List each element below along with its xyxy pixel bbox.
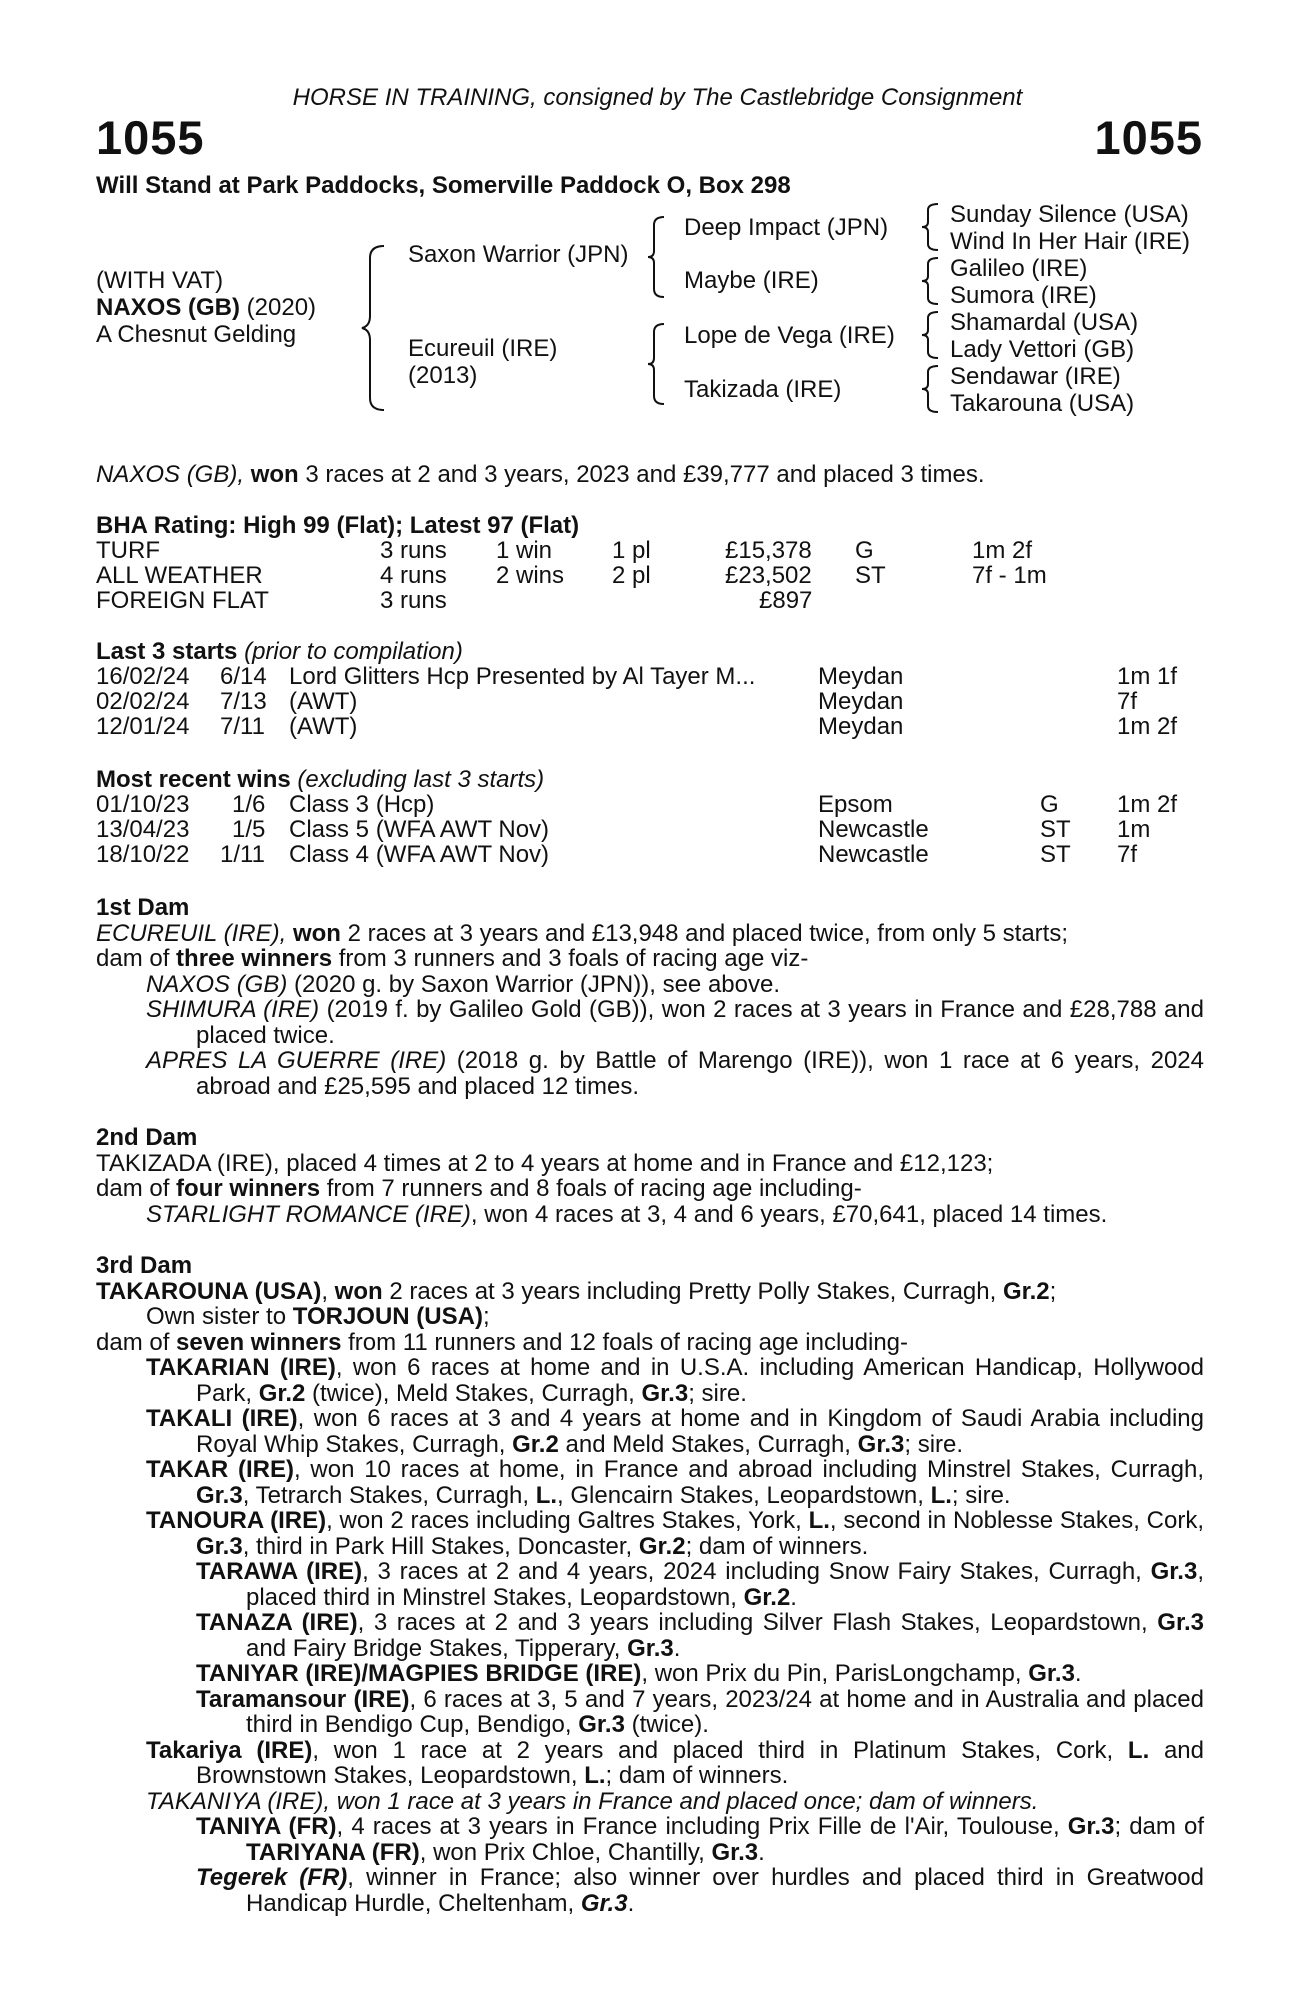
produce-entry: TANAZA (IRE), 3 races at 2 and 3 years including Silver Flash Stakes, Leopardstown, Gr.3 and Fairy Bridge Stakes, Tipperary, Gr.3. <box>196 1609 1204 1662</box>
rating-foreign-surface: FOREIGN FLAT <box>96 587 269 614</box>
third-dam-produce-summary: dam of seven winners from 11 runners and 12 foals of racing age including- <box>96 1328 909 1356</box>
last-start-date: 12/01/24 <box>96 713 190 740</box>
second-dam-record: TAKIZADA (IRE), placed 4 times at 2 to 4 years at home and in France and £12,123; <box>96 1149 994 1177</box>
pedigree-dam-sire: Lope de Vega (IRE) <box>684 322 895 349</box>
last-start-course: Meydan <box>818 713 904 740</box>
rating-turf-going: G <box>855 537 874 564</box>
win-going: ST <box>1040 816 1071 843</box>
last-start-race: (AWT) <box>289 713 358 740</box>
lot-number-left: 1055 <box>96 111 205 164</box>
pedigree-ss-dam: Wind In Her Hair (IRE) <box>950 228 1191 255</box>
last-start-distance: 7f <box>1117 688 1138 715</box>
win-going: G <box>1040 791 1059 818</box>
rating-turf-placed: 1 pl <box>612 537 651 564</box>
rating-foreign-runs: 3 runs <box>380 587 447 614</box>
produce-entry: TAKARIAN (IRE), won 6 races at home and in U.S.A. including American Handicap, Hollywood Park, Gr.2 (twice), Meld Stakes, Curragh, Gr.3; sire. <box>146 1354 1204 1407</box>
pedigree-brace-main <box>360 244 390 412</box>
win-distance: 1m 2f <box>1117 791 1178 818</box>
first-dam-heading: 1st Dam <box>96 894 190 921</box>
pedigree-sire-sire: Deep Impact (JPN) <box>684 214 889 241</box>
produce-entry: TAKALI (IRE), won 6 races at 3 and 4 years at home and in Kingdom of Saudi Arabia including Royal Whip Stakes, Curragh, Gr.2 and Meld Stakes, Curragh, Gr.3; sire. <box>146 1405 1204 1458</box>
pedigree-sd-dam: Sumora (IRE) <box>950 282 1097 309</box>
win-course: Newcastle <box>818 816 929 843</box>
rating-turf-runs: 3 runs <box>380 537 447 564</box>
win-race: Class 5 (WFA AWT Nov) <box>289 816 550 843</box>
pedigree-dd-sire: Sendawar (IRE) <box>950 363 1121 390</box>
win-distance: 1m <box>1117 816 1151 843</box>
pedigree-ds-dam: Lady Vettori (GB) <box>950 336 1135 363</box>
pedigree-brace-dd <box>920 364 942 414</box>
third-dam-sister-note: Own sister to TORJOUN (USA); <box>146 1303 490 1330</box>
produce-entry: Taramansour (IRE), 6 races at 3, 5 and 7 years, 2023/24 at home and in Australia and placed third in Bendigo Cup, Bendigo, Gr.3 (twice). <box>196 1685 1205 1738</box>
win-course: Newcastle <box>818 841 929 868</box>
recent-wins-heading: Most recent wins (excluding last 3 starts) <box>96 766 545 793</box>
rating-aw-surface: ALL WEATHER <box>96 562 263 589</box>
pedigree-dam-dam: Takizada (IRE) <box>684 376 842 403</box>
third-dam-section <box>96 1253 1204 1916</box>
second-dam-heading: 2nd Dam <box>96 1124 198 1151</box>
rating-turf-surface: TURF <box>96 537 160 564</box>
third-dam-record: TAKAROUNA (USA), won 2 races at 3 years including Pretty Polly Stakes, Curragh, Gr.2; <box>96 1277 1057 1305</box>
pedigree-ss-sire: Sunday Silence (USA) <box>950 201 1189 228</box>
last-start-course: Meydan <box>818 688 904 715</box>
last-start-date: 16/02/24 <box>96 663 190 690</box>
pedigree-brace-ds <box>920 310 942 360</box>
second-dam-section <box>96 1125 1204 1227</box>
last-starts-heading: Last 3 starts (prior to compilation) <box>96 638 463 665</box>
lot-number-right: 1055 <box>1094 111 1203 164</box>
last-start-distance: 1m 2f <box>1117 713 1178 740</box>
win-position: 1/5 <box>232 816 266 843</box>
pedigree-dam-year: (2013) <box>408 362 478 389</box>
horse-year: (2020) <box>246 294 317 321</box>
horse-name: NAXOS (GB) <box>96 294 240 321</box>
produce-entry: TANIYA (FR), 4 races at 3 years in France including Prix Fille de l'Air, Toulouse, Gr.3; dam of TARIYANA (FR), won Prix Chloe, Chantilly, Gr.3. <box>196 1813 1205 1866</box>
bha-rating: BHA Rating: High 99 (Flat); Latest 97 (Flat) <box>96 512 580 539</box>
produce-entry: TANIYAR (IRE)/MAGPIES BRIDGE (IRE), won Prix du Pin, ParisLongchamp, Gr.3. <box>196 1660 1082 1687</box>
stand-location: Will Stand at Park Paddocks, Somerville Paddock O, Box 298 <box>96 172 791 199</box>
last-start-position: 6/14 <box>220 663 267 690</box>
win-distance: 7f <box>1117 841 1138 868</box>
pedigree-brace-dam <box>646 322 668 406</box>
rating-aw-prize: £23,502 <box>725 562 812 589</box>
last-start-position: 7/13 <box>220 688 267 715</box>
last-start-distance: 1m 1f <box>1117 663 1178 690</box>
produce-entry: STARLIGHT ROMANCE (IRE), won 4 races at 3, 4 and 6 years, £70,641, placed 14 times. <box>146 1200 1108 1228</box>
first-dam-section <box>96 895 1204 1099</box>
last-start-race: (AWT) <box>289 688 358 715</box>
first-dam-record: ECUREUIL (IRE), won 2 races at 3 years and £13,948 and placed twice, from only 5 starts; <box>96 919 1069 947</box>
first-dam-produce-summary: dam of three winners from 3 runners and 3 foals of racing age viz- <box>96 945 809 972</box>
win-course: Epsom <box>818 791 893 818</box>
produce-entry: NAXOS (GB) (2020 g. by Saxon Warrior (JPN)), see above. <box>146 970 781 998</box>
rating-aw-going: ST <box>855 562 886 589</box>
produce-entry: Takariya (IRE), won 1 race at 2 years and placed third in Platinum Stakes, Cork, L. and Brownstown Stakes, Leopardstown, L.; dam of winners. <box>146 1736 1204 1789</box>
last-start-race: Lord Glitters Hcp Presented by Al Tayer M... <box>289 663 756 690</box>
last-start-date: 02/02/24 <box>96 688 190 715</box>
pedigree-sire-dam: Maybe (IRE) <box>684 267 819 294</box>
win-date: 13/04/23 <box>96 816 190 843</box>
pedigree-dd-dam: Takarouna (USA) <box>950 390 1135 417</box>
pedigree-ds-sire: Shamardal (USA) <box>950 309 1139 336</box>
produce-entry: SHIMURA (IRE) (2019 f. by Galileo Gold (GB)), won 2 races at 3 years in France and £28,788 and placed twice. <box>146 996 1204 1049</box>
last-start-course: Meydan <box>818 663 904 690</box>
rating-turf-prize: £15,378 <box>725 537 812 564</box>
produce-entry: TAKAR (IRE), won 10 races at home, in France and abroad including Minstrel Stakes, Curragh, Gr.3, Tetrarch Stakes, Curragh, L., Glencairn Stakes, Leopardstown, L.; sire. <box>146 1456 1204 1509</box>
rating-aw-distance: 7f - 1m <box>972 562 1047 589</box>
pedigree-brace-ss <box>920 202 942 252</box>
win-position: 1/6 <box>232 791 266 818</box>
produce-entry: TANOURA (IRE), won 2 races including Galtres Stakes, York, L., second in Noblesse Stakes, Cork, Gr.3, third in Park Hill Stakes, Doncaster, Gr.2; dam of winners. <box>146 1507 1204 1560</box>
third-dam-heading: 3rd Dam <box>96 1252 193 1279</box>
pedigree-sd-sire: Galileo (IRE) <box>950 255 1088 282</box>
win-race: Class 4 (WFA AWT Nov) <box>289 841 550 868</box>
rating-turf-distance: 1m 2f <box>972 537 1033 564</box>
horse-name-line <box>96 295 316 321</box>
pedigree-brace-sire <box>646 215 668 299</box>
rating-aw-runs: 4 runs <box>380 562 447 589</box>
produce-entry: APRES LA GUERRE (IRE) (2018 g. by Battle of Marengo (IRE)), won 1 race at 6 years, 2024 abroad and £25,595 and placed 12 times. <box>146 1047 1204 1100</box>
win-going: ST <box>1040 841 1071 868</box>
produce-entry: Tegerek (FR), winner in France; also winner over hurdles and placed third in Greatwood Handicap Hurdle, Cheltenham, Gr.3. <box>196 1864 1204 1917</box>
consignment-title: HORSE IN TRAINING, consigned by The Castlebridge Consignment <box>292 84 1023 111</box>
rating-aw-placed: 2 pl <box>612 562 651 589</box>
second-dam-produce-summary: dam of four winners from 7 runners and 8 foals of racing age including- <box>96 1175 862 1202</box>
horse-description: A Chesnut Gelding <box>96 321 297 348</box>
rating-foreign-prize: £897 <box>759 587 813 614</box>
pedigree-brace-sd <box>920 256 942 306</box>
win-date: 18/10/22 <box>96 841 190 868</box>
vat-note: (WITH VAT) <box>96 267 224 294</box>
pedigree-dam: Ecureuil (IRE) <box>408 335 558 362</box>
race-summary: NAXOS (GB), won 3 races at 2 and 3 years, 2023 and £39,777 and placed 3 times. <box>96 461 985 488</box>
win-position: 1/11 <box>220 841 265 868</box>
rating-aw-wins: 2 wins <box>496 562 565 589</box>
win-race: Class 3 (Hcp) <box>289 791 435 818</box>
produce-entry: TAKANIYA (IRE), won 1 race at 3 years in France and placed once; dam of winners. <box>146 1787 1039 1815</box>
win-date: 01/10/23 <box>96 791 190 818</box>
pedigree-sire: Saxon Warrior (JPN) <box>408 241 629 268</box>
produce-entry: TARAWA (IRE), 3 races at 2 and 4 years, 2024 including Snow Fairy Stakes, Curragh, Gr.3, placed third in Minstrel Stakes, Leopardstown, Gr.2. <box>196 1558 1204 1611</box>
last-start-position: 7/11 <box>220 713 265 740</box>
rating-turf-wins: 1 win <box>496 537 553 564</box>
